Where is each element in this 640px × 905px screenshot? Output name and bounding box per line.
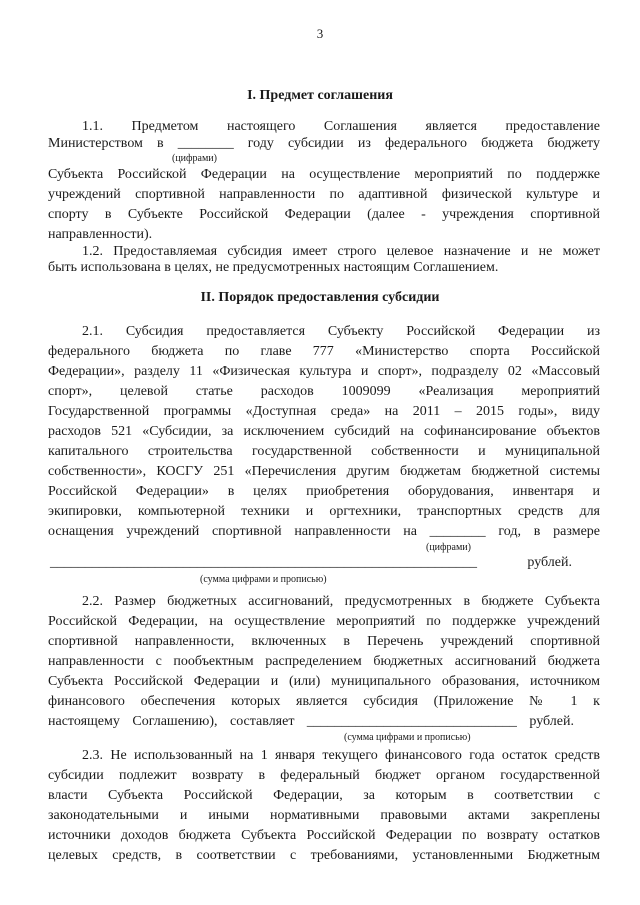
paragraph-line: 2.1. Субсидия предоставляется Субъекту Российской Федерации из: [82, 324, 600, 339]
paragraph-line: спортивной направленности, включенных в Перечень учреждений спортивной: [48, 634, 600, 649]
paragraph-line: оснащения учреждений спортивной направленности на ________ год, в размере: [48, 524, 600, 539]
caption-sum: (сумма цифрами и прописью): [344, 732, 471, 743]
section-2-heading: II. Порядок предоставления субсидии: [200, 290, 440, 305]
paragraph-line: финансового обеспечения которых является субсидия (Приложение № 1 к: [48, 694, 600, 709]
paragraph-line: учреждений спортивной направленности по адаптивной физической культуре и: [48, 187, 600, 202]
paragraph-line: Российской Федерации» в целях приобретения оборудования, инвентаря и: [48, 484, 600, 499]
paragraph-line: расходов 521 «Субсидии, за исключением субсидий на софинансирование объектов: [48, 424, 600, 439]
paragraph-line: Государственной программы «Доступная среда» на 2011 – 2015 годы», виду: [48, 404, 600, 419]
paragraph-line: капитального строительства государственной собственности и муниципальной: [48, 444, 600, 459]
caption-sum: (сумма цифрами и прописью): [200, 574, 327, 585]
paragraph-line: Российской Федерации, на осуществление мероприятий по поддержке учреждений: [48, 614, 600, 629]
paragraph-line: субсидии подлежит возврату в федеральный бюджет органом государственной: [48, 768, 600, 783]
paragraph-line: спорт», целевой статье расходов 1009099 «Реализация мероприятий: [48, 384, 600, 399]
paragraph-line: Субъекта Российской Федерации и (или) муниципального образования, источником: [48, 674, 600, 689]
paragraph-line: 2.2. Размер бюджетных ассигнований, предусмотренных в бюджете Субъекта: [82, 594, 600, 609]
paragraph-line: федерального бюджета по главе 777 «Министерство спорта Российской: [48, 344, 600, 359]
caption-digits: (цифрами): [172, 153, 217, 164]
paragraph-line: законодательными и иными нормативными правовыми актами закреплены: [48, 808, 600, 823]
paragraph-line: 1.1. Предметом настоящего Соглашения является предоставление: [82, 119, 600, 134]
paragraph-line: собственности», КОСГУ 251 «Перечисления другим бюджетам бюджетной системы: [48, 464, 600, 479]
paragraph-line: направленности с пообъектным распределением бюджетных ассигнований бюджета: [48, 654, 600, 669]
paragraph-line: спорту в Субъекте Российской Федерации (далее - учреждения спортивной: [48, 207, 600, 222]
paragraph-line: настоящему Соглашению), составляет ______________________________ рублей.: [48, 714, 574, 729]
paragraph-line: 1.2. Предоставляемая субсидия имеет строго целевое назначение и не может: [82, 244, 600, 259]
page-number: 3: [316, 26, 324, 41]
paragraph-line: 2.3. Не использованный на 1 января текущего финансового года остаток средств: [82, 748, 600, 763]
paragraph-line: _____________________________________________________________ рублей.: [50, 555, 572, 570]
paragraph-line: целевых средств, в соответствии с требованиями, установленными Бюджетным: [48, 848, 600, 863]
paragraph-line: Министерством в ________ году субсидии из федерального бюджета бюджету: [48, 136, 600, 151]
caption-digits: (цифрами): [426, 542, 471, 553]
paragraph-line: быть использована в целях, не предусмотренных настоящим Соглашением.: [48, 260, 499, 275]
paragraph-line: источники доходов бюджета Субъекта Российской Федерации по возврату остатков: [48, 828, 600, 843]
paragraph-line: направленности).: [48, 227, 153, 242]
paragraph-line: Федерации», разделу 11 «Физическая культура и спорт», подразделу 02 «Массовый: [48, 364, 600, 379]
paragraph-line: власти Субъекта Российской Федерации, за которым в соответствии с: [48, 788, 600, 803]
section-1-heading: I. Предмет соглашения: [247, 88, 393, 103]
paragraph-line: экипировки, компьютерной техники и оргтехники, транспортных средств для: [48, 504, 600, 519]
paragraph-line: Субъекта Российской Федерации на осуществление мероприятий по поддержке: [48, 167, 600, 182]
